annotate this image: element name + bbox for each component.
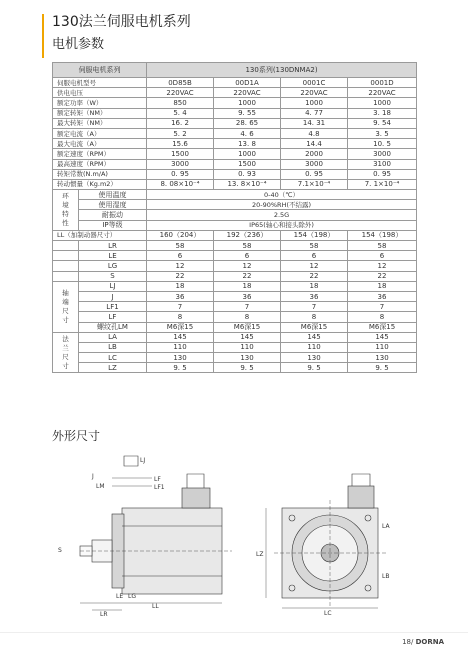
table-cell: 22 — [147, 271, 214, 281]
table-row — [53, 118, 417, 128]
table-cell: 160（204） — [147, 230, 214, 240]
table-cell: M6深15 — [281, 322, 348, 332]
table-cell: 36 — [348, 291, 417, 301]
row-label: 额定转矩（NM） — [53, 108, 147, 118]
table-cell: 145 — [214, 332, 281, 342]
blank-cell — [53, 271, 79, 281]
table-cell: 4. 6 — [214, 128, 281, 138]
dim-label-le: LE — [116, 593, 124, 600]
table-row — [53, 302, 417, 312]
table-cell: 9. 55 — [214, 108, 281, 118]
row-label: LF — [79, 312, 147, 322]
table-cell: 16. 2 — [147, 118, 214, 128]
table-cell: 1000 — [281, 98, 348, 108]
row-label: 转矩常数(N.m/A) — [53, 169, 147, 179]
row-label: 使用温度 — [79, 190, 147, 200]
row-label: LR — [79, 241, 147, 251]
table-cell: 5. 4 — [147, 108, 214, 118]
row-label: S — [79, 271, 147, 281]
table-cell: 18 — [147, 281, 214, 291]
row-label: 供电电压 — [53, 88, 147, 98]
table-cell: 7 — [281, 302, 348, 312]
table-cell: 9. 5 — [281, 363, 348, 373]
table-row — [53, 251, 417, 261]
group-label-shaft: 轴 端 尺 寸 — [53, 281, 79, 332]
dim-label-la: LA — [382, 523, 390, 530]
row-label: 耐振动 — [79, 210, 147, 220]
table-cell: 8. 08×10⁻⁴ — [147, 179, 214, 189]
table-cell: 7 — [214, 302, 281, 312]
spec-table — [52, 62, 417, 373]
table-cell: 7 — [147, 302, 214, 312]
row-label: 转动惯量（Kg.m2） — [53, 179, 147, 189]
table-row — [53, 179, 417, 189]
table-cell: 8 — [147, 312, 214, 322]
table-cell: 12 — [348, 261, 417, 271]
table-cell: 58 — [214, 241, 281, 251]
table-cell: IP65(轴心和接头除外) — [147, 220, 417, 230]
table-cell: M6深15 — [214, 322, 281, 332]
page-number: 18/ — [402, 638, 414, 646]
table-cell: 6 — [348, 251, 417, 261]
table-cell: 7.1×10⁻⁴ — [281, 179, 348, 189]
table-row — [53, 220, 417, 230]
table-row — [53, 261, 417, 271]
dim-label-ll: LL — [152, 603, 159, 610]
table-cell: 220VAC — [214, 88, 281, 98]
group-label-environment: 环 境 特 性 — [53, 190, 79, 231]
table-cell: 0-40（℃） — [147, 190, 417, 200]
table-cell: 220VAC — [281, 88, 348, 98]
table-cell: 130 — [348, 353, 417, 363]
table-row — [53, 78, 417, 88]
table-cell: 2000 — [281, 149, 348, 159]
dim-label-lr: LR — [100, 611, 108, 618]
table-cell: 220VAC — [147, 88, 214, 98]
table-cell: 192（236） — [214, 230, 281, 240]
dim-label-lf: LF — [154, 476, 161, 483]
table-cell: 9. 5 — [214, 363, 281, 373]
table-cell: 0001C — [281, 78, 348, 88]
table-cell: 154（198） — [281, 230, 348, 240]
table-cell: 20-90%RH(不结露) — [147, 200, 417, 210]
table-cell: 4. 77 — [281, 108, 348, 118]
table-cell: 3. 5 — [348, 128, 417, 138]
table-cell: 1500 — [214, 159, 281, 169]
row-label: IP等级 — [79, 220, 147, 230]
table-row — [53, 363, 417, 373]
table-cell: 12 — [214, 261, 281, 271]
row-label: LG — [79, 261, 147, 271]
table-cell: 7. 1×10⁻⁴ — [348, 179, 417, 189]
table-cell: 130 — [281, 353, 348, 363]
blank-cell — [53, 261, 79, 271]
table-cell: 3000 — [147, 159, 214, 169]
table-cell: 7 — [348, 302, 417, 312]
table-cell: 14. 31 — [281, 118, 348, 128]
table-cell: 130 — [214, 353, 281, 363]
table-cell: 0. 95 — [281, 169, 348, 179]
row-label: 使用湿度 — [79, 200, 147, 210]
table-cell: 58 — [348, 241, 417, 251]
dim-label-j: J — [92, 473, 94, 480]
table-cell: 1000 — [214, 98, 281, 108]
table-cell: 00D1A — [214, 78, 281, 88]
table-cell: 850 — [147, 98, 214, 108]
row-label: LA — [79, 332, 147, 342]
table-row — [53, 271, 417, 281]
row-label: 额定速度（RPM） — [53, 149, 147, 159]
table-row — [53, 108, 417, 118]
table-cell: 0001D — [348, 78, 417, 88]
table-row — [53, 230, 417, 240]
row-label: 最大电流（A） — [53, 139, 147, 149]
dim-label-lg: LG — [128, 593, 136, 600]
table-cell: 12 — [147, 261, 214, 271]
table-cell: 110 — [348, 342, 417, 352]
table-cell: 8 — [281, 312, 348, 322]
title-accent-bar — [42, 14, 44, 58]
dim-label-lm: LM — [96, 483, 105, 490]
table-cell: 9. 5 — [348, 363, 417, 373]
table-cell: 18 — [348, 281, 417, 291]
row-label: LF1 — [79, 302, 147, 312]
row-label: LC — [79, 353, 147, 363]
table-cell: 36 — [214, 291, 281, 301]
table-cell: 12 — [281, 261, 348, 271]
table-row — [53, 190, 417, 200]
page-title: 130法兰伺服电机系列 — [52, 14, 191, 30]
blank-cell — [53, 241, 79, 251]
table-cell: 13. 8 — [214, 139, 281, 149]
table-cell: 145 — [348, 332, 417, 342]
row-label: LB — [79, 342, 147, 352]
table-header-row — [53, 63, 417, 78]
table-row — [53, 210, 417, 220]
table-cell: 2.5G — [147, 210, 417, 220]
table-cell: 14.4 — [281, 139, 348, 149]
blank-cell — [53, 251, 79, 261]
table-cell: 18 — [281, 281, 348, 291]
dim-label-lz: LZ — [256, 551, 264, 558]
table-cell: 145 — [147, 332, 214, 342]
table-cell: 28. 65 — [214, 118, 281, 128]
table-cell: 9. 54 — [348, 118, 417, 128]
outline-drawings — [52, 448, 416, 618]
row-label: LZ — [79, 363, 147, 373]
table-row — [53, 312, 417, 322]
table-cell: 36 — [281, 291, 348, 301]
table-cell: 5. 2 — [147, 128, 214, 138]
group-label-flange: 法 兰 尺 寸 — [53, 332, 79, 373]
table-cell: 1000 — [348, 98, 417, 108]
table-cell: 110 — [281, 342, 348, 352]
dim-label-lc: LC — [324, 610, 332, 617]
section-title-parameters: 电机参数 — [52, 37, 105, 52]
table-cell: 154（198） — [348, 230, 417, 240]
dim-label-lb: LB — [382, 573, 390, 580]
row-label: LJ — [79, 281, 147, 291]
table-row — [53, 88, 417, 98]
header-series: 130系列(130DNMA2) — [147, 63, 417, 78]
table-cell: 22 — [214, 271, 281, 281]
table-cell: 4.8 — [281, 128, 348, 138]
table-cell: 3000 — [348, 149, 417, 159]
header-label: 伺服电机系列 — [53, 63, 147, 78]
row-label: LL（加制动器尺寸） — [53, 230, 147, 240]
page-footer — [402, 638, 444, 646]
dim-label-s: S — [58, 547, 62, 554]
table-row — [53, 169, 417, 179]
table-cell: 58 — [281, 241, 348, 251]
table-cell: 18 — [214, 281, 281, 291]
row-label: 额定功率（W） — [53, 98, 147, 108]
table-cell: 3. 18 — [348, 108, 417, 118]
table-cell: 0. 95 — [147, 169, 214, 179]
table-row — [53, 128, 417, 138]
table-cell: 3100 — [348, 159, 417, 169]
row-label: 螺纹孔LM — [79, 322, 147, 332]
table-cell: 6 — [214, 251, 281, 261]
table-row — [53, 139, 417, 149]
row-label: 最大转矩（NM） — [53, 118, 147, 128]
dim-label-lf1: LF1 — [154, 484, 165, 491]
table-row — [53, 200, 417, 210]
dim-label-lj: LJ — [140, 457, 146, 464]
row-label: 额定电流（A） — [53, 128, 147, 138]
table-row — [53, 98, 417, 108]
front-view-drawing — [266, 474, 386, 608]
table-cell: 0D85B — [147, 78, 214, 88]
table-cell: 1000 — [214, 149, 281, 159]
table-cell: 58 — [147, 241, 214, 251]
table-cell: 22 — [348, 271, 417, 281]
table-cell: 15.6 — [147, 139, 214, 149]
row-label: 最高速度（RPM） — [53, 159, 147, 169]
table-cell: 13. 8×10⁻⁴ — [214, 179, 281, 189]
table-row — [53, 159, 417, 169]
table-cell: 130 — [147, 353, 214, 363]
row-label: 伺服电机型号 — [53, 78, 147, 88]
table-cell: M6深15 — [147, 322, 214, 332]
table-cell: 1500 — [147, 149, 214, 159]
table-cell: 8 — [214, 312, 281, 322]
table-cell: 110 — [214, 342, 281, 352]
table-cell: 145 — [281, 332, 348, 342]
table-cell: 22 — [281, 271, 348, 281]
table-row — [53, 281, 417, 291]
table-row — [53, 291, 417, 301]
table-cell: M6深15 — [348, 322, 417, 332]
table-cell: 9. 5 — [147, 363, 214, 373]
table-cell: 0. 93 — [214, 169, 281, 179]
table-row — [53, 322, 417, 332]
table-cell: 6 — [281, 251, 348, 261]
section-title-dimensions: 外形尺寸 — [52, 429, 101, 443]
row-label: LE — [79, 251, 147, 261]
table-row — [53, 332, 417, 342]
table-cell: 0. 95 — [348, 169, 417, 179]
brand-name: DORNA — [415, 638, 444, 646]
table-cell: 220VAC — [348, 88, 417, 98]
table-row — [53, 342, 417, 352]
table-cell: 8 — [348, 312, 417, 322]
table-row — [53, 241, 417, 251]
table-row — [53, 353, 417, 363]
table-cell: 36 — [147, 291, 214, 301]
table-cell: 3000 — [281, 159, 348, 169]
row-label: J — [79, 291, 147, 301]
table-cell: 10. 5 — [348, 139, 417, 149]
footer-rule — [0, 632, 468, 633]
table-cell: 110 — [147, 342, 214, 352]
table-row — [53, 149, 417, 159]
table-cell: 6 — [147, 251, 214, 261]
